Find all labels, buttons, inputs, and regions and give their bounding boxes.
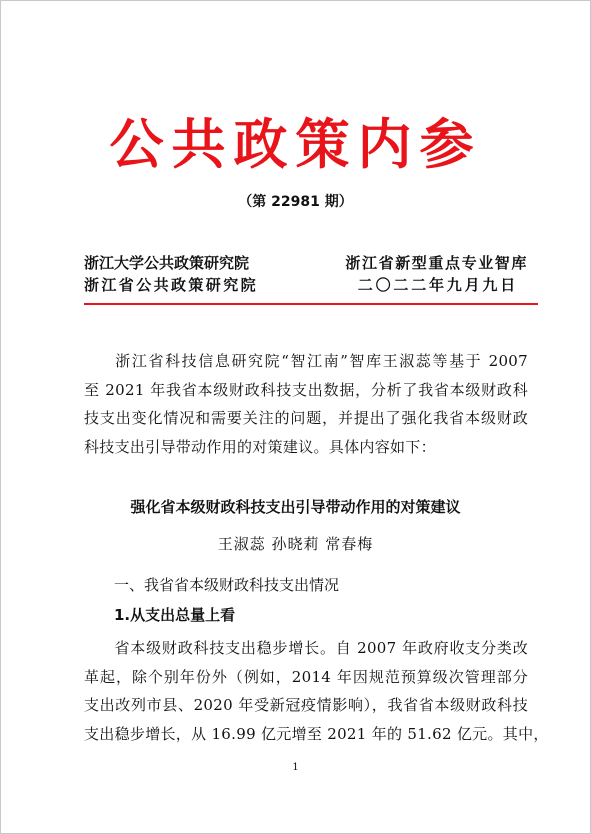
body-paragraph: [84, 634, 549, 748]
publication-date: 二〇二二年九月九日: [357, 276, 518, 294]
intro-line: 科技支出引导带动作用的对策建议。具体内容如下：: [84, 437, 436, 456]
article-authors: 王淑蕊 孙晓莉 常春梅: [217, 535, 374, 553]
intro-line: 技支出变化情况和需要关注的问题，并提出了强化我省本级财政: [84, 409, 528, 428]
intro-line: 至 2021 年我省本级财政科技支出数据，分析了我省本级财政科: [84, 380, 528, 399]
article-title: 强化省本级财政科技支出引导带动作用的对策建议: [130, 498, 461, 516]
body-line: 支出稳步增长，从 16.99 亿元增至 2021 年的 51.62 亿元。其中，: [84, 724, 549, 743]
red-divider-line: [84, 303, 538, 305]
org-row-2: [84, 274, 528, 296]
page-number: 1: [292, 762, 299, 773]
org-zju-institute: 浙江大学公共政策研究院: [84, 254, 250, 272]
sub-heading: 1.从支出总量上看: [114, 606, 236, 624]
intro-paragraph: [84, 347, 528, 461]
body-line: 支出改列市县、2020 年受新冠疫情影响），我省省本级财政科技: [84, 696, 528, 715]
issue-number: （第 22981 期）: [238, 194, 353, 210]
intro-line: 浙江省科技信息研究院“智江南”智库王淑蕊等基于 2007: [114, 352, 528, 370]
body-line: 省本级财政科技支出稳步增长。自 2007 年政府收支分类改: [114, 639, 528, 657]
org-provincial-institute: 浙江省公共政策研究院: [84, 276, 259, 294]
section-heading: 一、我省省本级财政科技支出情况: [114, 576, 340, 594]
body-line: 革起，除个别年份外（例如，2014 年因规范预算级次管理部分: [84, 667, 528, 686]
org-row-1: [84, 252, 528, 274]
org-think-tank-label: 浙江省新型重点专业智库: [345, 254, 528, 272]
document-masthead-title: 公共政策内参: [109, 112, 482, 176]
